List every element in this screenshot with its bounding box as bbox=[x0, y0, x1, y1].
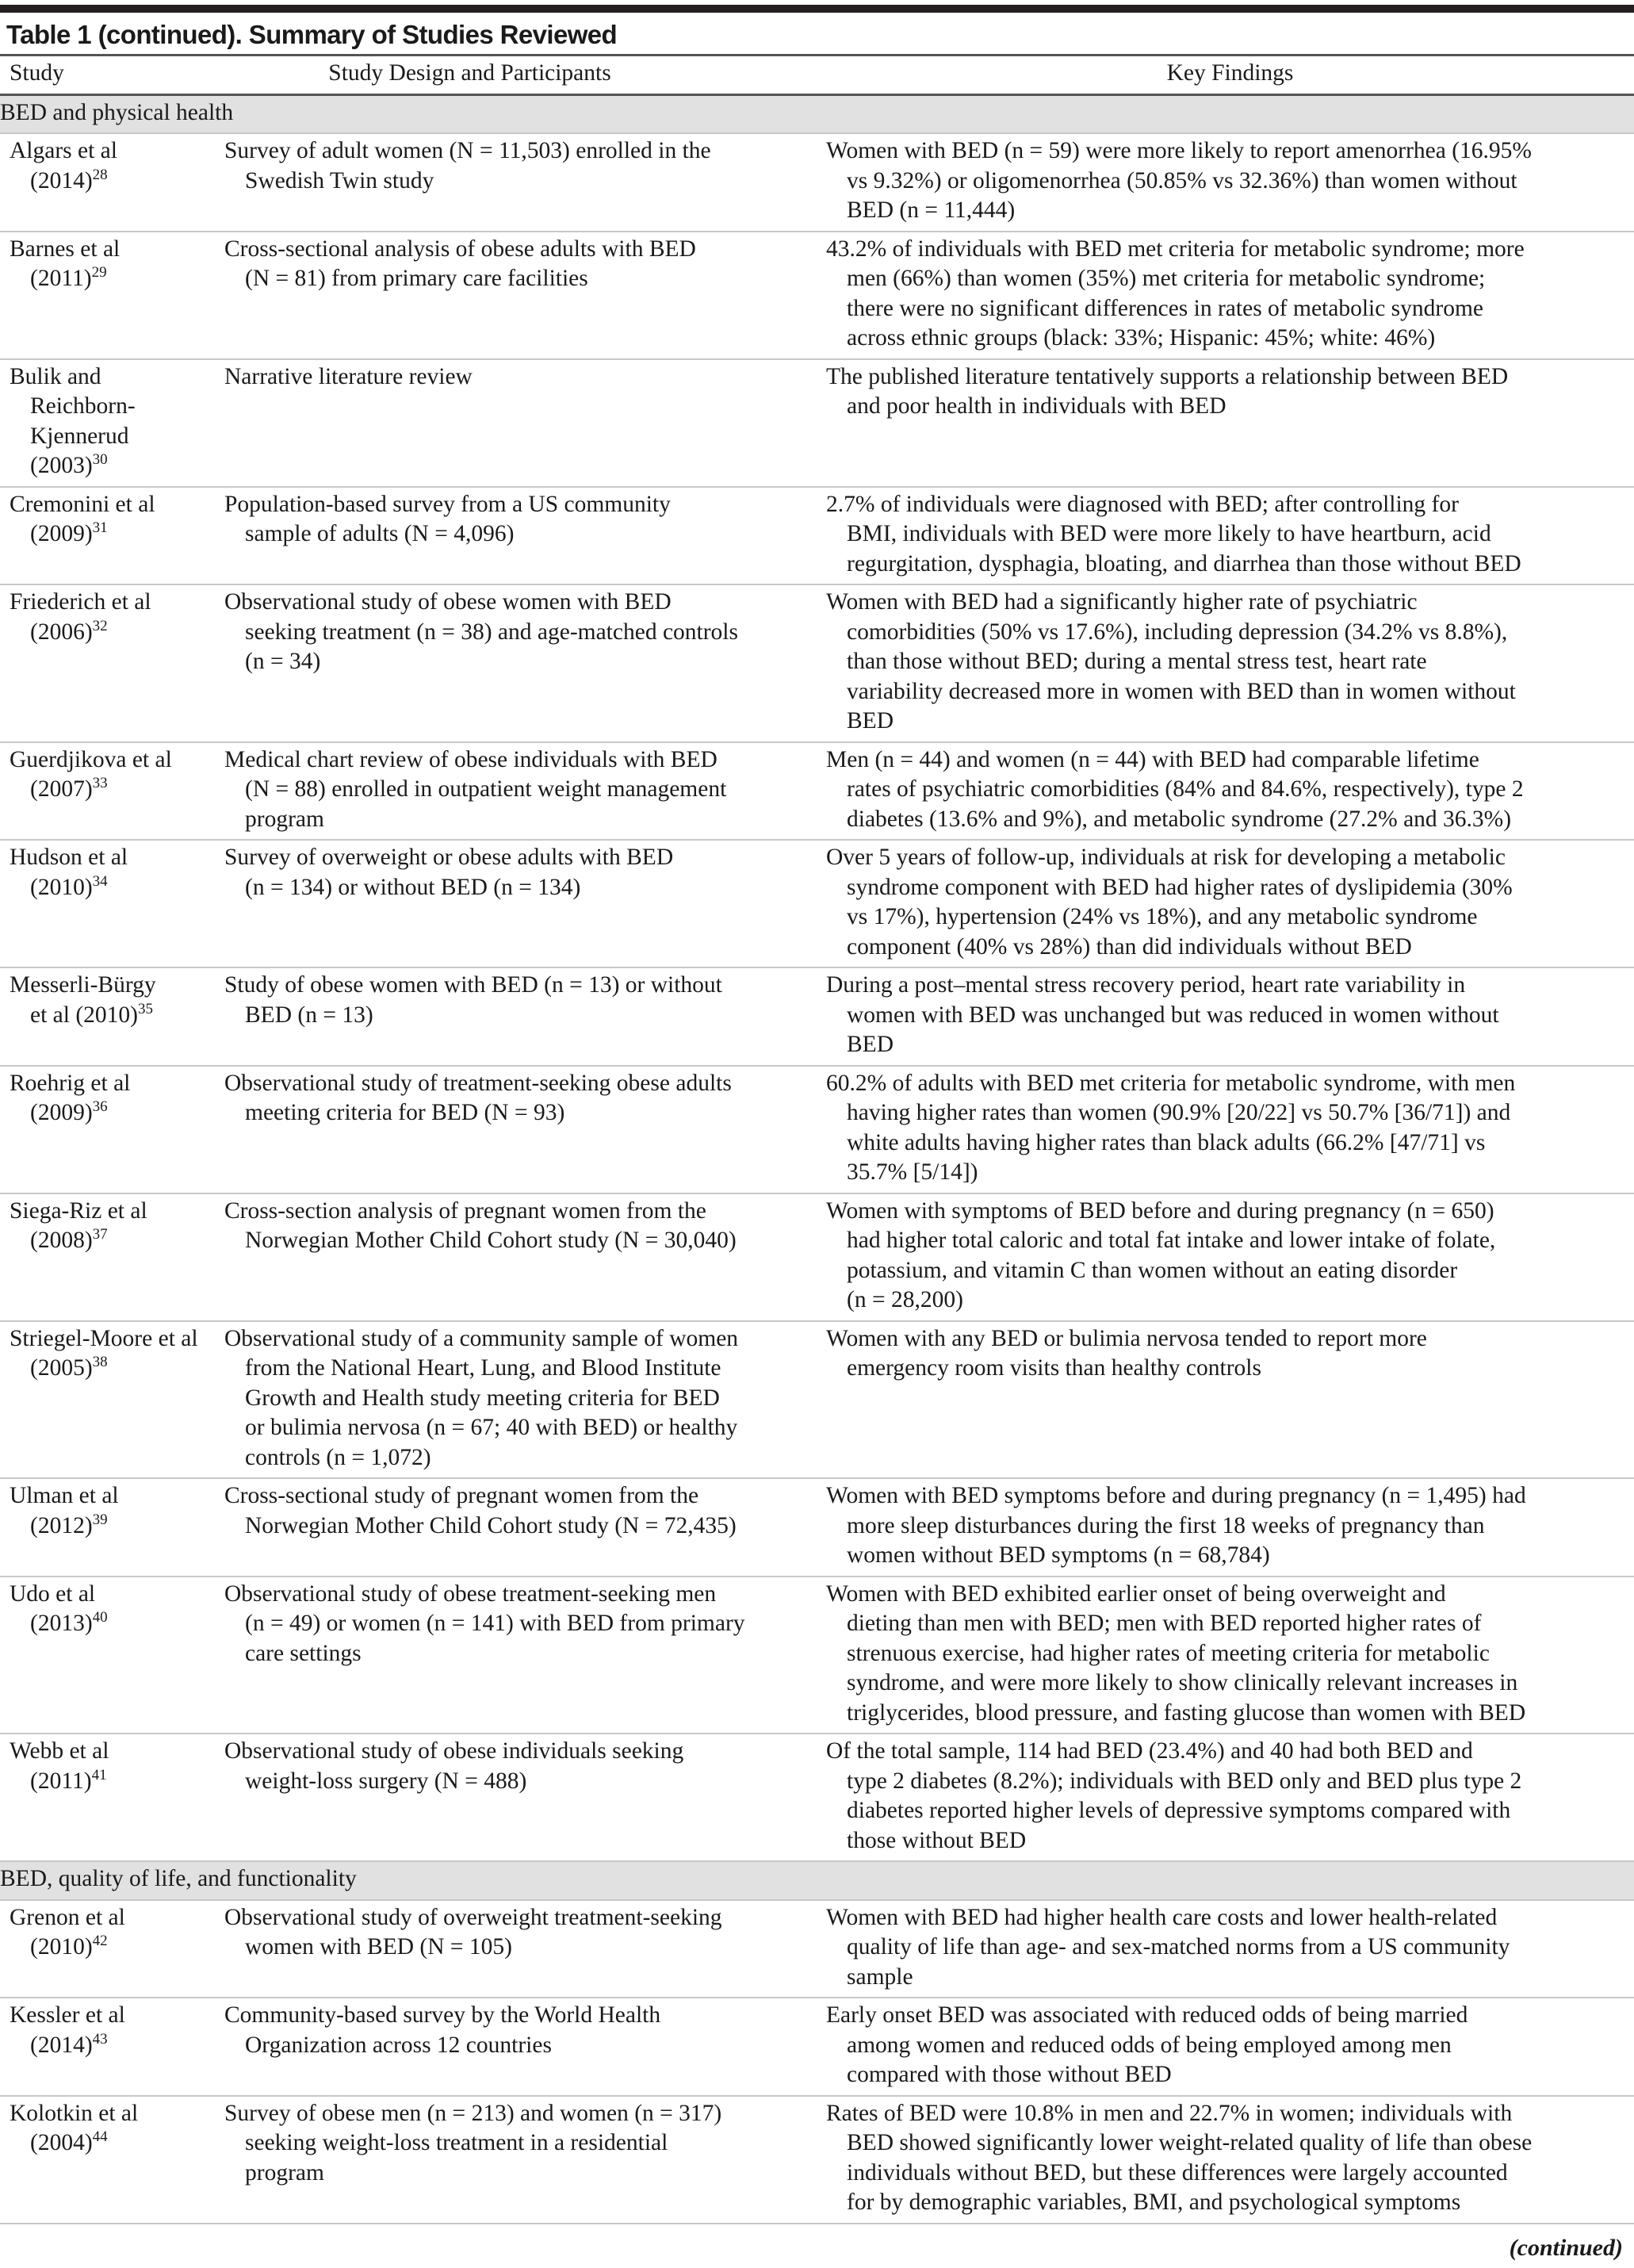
findings-cell bbox=[826, 490, 1634, 580]
study-text: Ulman et al bbox=[10, 1483, 119, 1508]
findings-cell bbox=[826, 745, 1634, 835]
table-row bbox=[0, 1577, 1634, 1735]
table-row bbox=[0, 1067, 1634, 1194]
study-text: Udo et al bbox=[10, 1580, 96, 1607]
design-line: Growth and Health study meeting criteria for BED bbox=[245, 1385, 720, 1411]
design-line: program bbox=[245, 806, 324, 832]
design-line: Observational study of overweight treatment-seeking bbox=[224, 1904, 722, 1930]
study-cell bbox=[0, 745, 224, 835]
findings-line: for by demographic variables, BMI, and psychological symptoms bbox=[847, 2189, 1461, 2215]
design-line: (n = 34) bbox=[245, 649, 321, 674]
study-cell bbox=[0, 2099, 224, 2218]
findings-line: BED bbox=[847, 708, 894, 734]
study-line bbox=[10, 2099, 224, 2129]
study-cell bbox=[0, 971, 224, 1060]
design-line: Norwegian Mother Child Cohort study (N = 72,435) bbox=[245, 1512, 737, 1538]
design-cell bbox=[224, 2099, 826, 2218]
design-line: seeking weight-loss treatment in a residential bbox=[245, 2130, 668, 2155]
findings-line: than those without BED; during a mental stress test, heart rate bbox=[847, 649, 1427, 674]
findings-line: 35.7% [5/14]) bbox=[847, 1159, 978, 1185]
findings-line: Women with symptoms of BED before and during pregnancy (n = 650) bbox=[826, 1197, 1494, 1224]
findings-line: component (40% vs 28%) than did individuals without BED bbox=[847, 933, 1412, 960]
design-line: women with BED (N = 105) bbox=[245, 1934, 513, 1960]
study-text: (2014) bbox=[30, 167, 93, 193]
findings-line: Women with BED had higher health care costs and lower health-related bbox=[826, 1904, 1498, 1930]
study-cell bbox=[0, 1481, 224, 1571]
section-label: BED and physical health bbox=[0, 99, 234, 125]
design-cell bbox=[224, 1903, 826, 1993]
findings-line: women without BED symptoms (n = 68,784) bbox=[847, 1542, 1270, 1568]
study-text: (2011) bbox=[30, 266, 92, 291]
findings-line: The published literature tentatively supports a relationship between BED bbox=[826, 363, 1509, 389]
study-line bbox=[10, 873, 224, 903]
design-line: seeking treatment (n = 38) and age-matched controls bbox=[245, 619, 738, 645]
findings-line: BED (n = 11,444) bbox=[847, 197, 1016, 223]
study-cell bbox=[0, 362, 224, 481]
findings-cell bbox=[826, 588, 1634, 737]
study-line bbox=[10, 588, 224, 618]
table-title: Table 1 (continued). Summary of Studies Reviewed bbox=[6, 20, 618, 49]
table-row bbox=[0, 1734, 1634, 1862]
findings-cell bbox=[826, 1069, 1634, 1188]
findings-line: dieting than men with BED; men with BED reported higher rates of bbox=[847, 1611, 1482, 1636]
study-line bbox=[10, 1001, 224, 1031]
findings-line: women with BED was unchanged but was reduced in women without bbox=[847, 1002, 1499, 1028]
design-line: Cross-sectional analysis of obese adults with BED bbox=[224, 236, 696, 262]
design-line: Community-based survey by the World Health bbox=[224, 2002, 661, 2028]
table-row bbox=[0, 1901, 1634, 1999]
findings-cell bbox=[826, 1481, 1634, 1571]
study-text: Kessler et al bbox=[10, 2002, 125, 2028]
reference-number: 40 bbox=[92, 1609, 108, 1626]
findings-line: men (66%) than women (35%) met criteria for metabolic syndrome; bbox=[847, 266, 1486, 291]
design-cell bbox=[224, 1580, 826, 1729]
findings-line: potassium, and vitamin C than women without an eating disorder bbox=[847, 1257, 1458, 1283]
column-header-findings: Key Findings bbox=[1166, 60, 1294, 86]
column-header-study: Study bbox=[10, 60, 64, 86]
study-text: (2010) bbox=[30, 874, 93, 900]
continued-note: (continued) bbox=[1509, 2235, 1623, 2261]
findings-line: 60.2% of adults with BED met criteria for metabolic syndrome, with men bbox=[826, 1070, 1516, 1096]
reference-number: 39 bbox=[92, 1511, 108, 1528]
study-line bbox=[10, 2128, 224, 2159]
study-text: (2003) bbox=[30, 453, 93, 478]
table-row bbox=[0, 1479, 1634, 1577]
design-cell bbox=[224, 490, 826, 580]
design-line: Observational study of treatment-seeking obese adults bbox=[224, 1070, 732, 1096]
study-line bbox=[10, 1098, 224, 1128]
study-line bbox=[10, 1767, 224, 1797]
study-line bbox=[10, 618, 224, 648]
study-cell bbox=[0, 1324, 224, 1473]
design-cell bbox=[224, 362, 826, 481]
findings-line: (n = 28,200) bbox=[847, 1287, 963, 1312]
study-text: Barnes et al bbox=[10, 236, 121, 262]
findings-line: Rates of BED were 10.8% in men and 22.7% in women; individuals with bbox=[826, 2100, 1513, 2126]
study-line bbox=[10, 2031, 224, 2061]
design-line: (N = 81) from primary care facilities bbox=[245, 266, 588, 291]
findings-line: variability decreased more in women with BED than in women without bbox=[847, 678, 1516, 704]
table-row bbox=[0, 1998, 1634, 2097]
design-line: Swedish Twin study bbox=[245, 167, 434, 193]
design-line: Narrative literature review bbox=[224, 363, 473, 389]
findings-line: Of the total sample, 114 had BED (23.4%) and 40 had both BED and bbox=[826, 1738, 1473, 1764]
design-line: Observational study of a community sample of women bbox=[224, 1325, 739, 1351]
design-line: Cross-section analysis of pregnant women from the bbox=[224, 1197, 706, 1224]
study-line bbox=[10, 1069, 224, 1099]
design-line: care settings bbox=[245, 1640, 362, 1666]
design-line: Observational study of obese individuals seeking bbox=[224, 1738, 684, 1764]
study-line bbox=[10, 422, 224, 452]
design-cell bbox=[224, 1324, 826, 1473]
table-row bbox=[0, 2097, 1634, 2224]
reference-number: 32 bbox=[92, 617, 108, 634]
reference-number: 38 bbox=[92, 1354, 108, 1371]
study-line bbox=[10, 1580, 224, 1610]
study-cell bbox=[0, 1737, 224, 1856]
study-text: (2014) bbox=[30, 2032, 93, 2058]
study-line bbox=[10, 490, 224, 520]
study-text: (2012) bbox=[30, 1512, 93, 1538]
design-line: meeting criteria for BED (N = 93) bbox=[245, 1100, 565, 1125]
study-text: (2008) bbox=[30, 1228, 93, 1253]
reference-number: 29 bbox=[91, 264, 107, 282]
study-line bbox=[10, 1197, 224, 1227]
design-line: BED (n = 13) bbox=[245, 1002, 373, 1028]
findings-line: compared with those without BED bbox=[847, 2062, 1172, 2087]
reference-number: 30 bbox=[92, 451, 108, 469]
study-cell bbox=[0, 1580, 224, 1729]
design-line: Survey of obese men (n = 213) and women (n = 317) bbox=[224, 2100, 722, 2126]
study-line bbox=[10, 136, 224, 167]
design-line: from the National Heart, Lung, and Blood Institute bbox=[245, 1355, 721, 1381]
findings-line: Women with BED had a significantly higher rate of psychiatric bbox=[826, 589, 1418, 615]
study-line bbox=[10, 519, 224, 550]
reference-number: 43 bbox=[92, 2030, 108, 2048]
findings-cell bbox=[826, 362, 1634, 481]
study-text: et al (2010) bbox=[30, 1002, 138, 1028]
study-line bbox=[10, 264, 224, 294]
reference-number: 37 bbox=[92, 1226, 108, 1243]
study-text: (2005) bbox=[30, 1355, 93, 1381]
design-line: sample of adults (N = 4,096) bbox=[245, 521, 515, 546]
column-header-design: Study Design and Participants bbox=[328, 60, 611, 86]
table-row bbox=[0, 841, 1634, 968]
findings-cell bbox=[826, 1737, 1634, 1856]
findings-line: syndrome component with BED had higher rates of dyslipidemia (30% bbox=[847, 874, 1513, 900]
findings-line: and poor health in individuals with BED bbox=[847, 393, 1226, 419]
study-text: Bulik and bbox=[10, 363, 101, 389]
design-line: Study of obese women with BED (n = 13) or without bbox=[224, 972, 722, 998]
design-line: controls (n = 1,072) bbox=[245, 1444, 431, 1470]
findings-line: Over 5 years of follow-up, individuals at risk for developing a metabolic bbox=[826, 845, 1506, 870]
study-line bbox=[10, 1481, 224, 1511]
study-cell bbox=[0, 1197, 224, 1316]
study-cell bbox=[0, 588, 224, 737]
findings-line: vs 9.32%) or oligomenorrhea (50.85% vs 32.36%) than women without bbox=[847, 167, 1517, 193]
study-line bbox=[10, 235, 224, 265]
study-text: Roehrig et al bbox=[10, 1070, 131, 1096]
findings-line: strenuous exercise, had higher rates of meeting criteria for metabolic bbox=[847, 1640, 1490, 1666]
study-text: (2006) bbox=[30, 619, 93, 645]
findings-line: those without BED bbox=[847, 1827, 1027, 1853]
findings-line: Women with BED symptoms before and during pregnancy (n = 1,495) had bbox=[826, 1483, 1526, 1508]
findings-cell bbox=[826, 235, 1634, 354]
study-text: Friederich et al bbox=[10, 589, 151, 615]
reference-number: 28 bbox=[92, 166, 108, 183]
reference-number: 36 bbox=[92, 1098, 108, 1116]
table-row bbox=[0, 134, 1634, 232]
study-line bbox=[10, 1324, 224, 1354]
design-cell bbox=[224, 843, 826, 962]
design-cell bbox=[224, 745, 826, 835]
design-cell bbox=[224, 1481, 826, 1571]
findings-line: diabetes reported higher levels of depressive symptoms compared with bbox=[847, 1798, 1511, 1823]
findings-line: quality of life than age- and sex-matched norms from a US community bbox=[847, 1934, 1510, 1960]
findings-line: 43.2% of individuals with BED met criteria for metabolic syndrome; more bbox=[826, 236, 1525, 262]
design-cell bbox=[224, 1197, 826, 1316]
findings-cell bbox=[826, 843, 1634, 962]
section-header-row bbox=[0, 1862, 1634, 1901]
findings-line: across ethnic groups (black: 33%; Hispanic: 45%; white: 46%) bbox=[847, 325, 1436, 351]
design-cell bbox=[224, 588, 826, 737]
reference-number: 42 bbox=[92, 1933, 108, 1950]
design-line: weight-loss surgery (N = 488) bbox=[245, 1768, 527, 1794]
table-row bbox=[0, 1194, 1634, 1322]
study-line bbox=[10, 167, 224, 197]
findings-line: regurgitation, dysphagia, bloating, and diarrhea than those without BED bbox=[847, 550, 1521, 577]
study-text: Algars et al bbox=[10, 138, 117, 163]
study-cell bbox=[0, 1069, 224, 1188]
findings-line: comorbidities (50% vs 17.6%), including depression (34.2% vs 8.8%), bbox=[847, 619, 1508, 645]
study-text: (2011) bbox=[30, 1768, 92, 1794]
reference-number: 34 bbox=[92, 872, 108, 890]
table-row bbox=[0, 1322, 1634, 1480]
design-line: Cross-sectional study of pregnant women from the bbox=[224, 1483, 699, 1508]
reference-number: 41 bbox=[91, 1766, 107, 1783]
study-line bbox=[10, 1609, 224, 1639]
findings-line: syndrome, and were more likely to show clinically relevant increases in bbox=[847, 1670, 1518, 1695]
study-line bbox=[10, 1933, 224, 1963]
design-line: Observational study of obese women with BED bbox=[224, 589, 672, 615]
study-text: Webb et al bbox=[10, 1738, 109, 1764]
study-text: Siega-Riz et al bbox=[10, 1197, 147, 1224]
design-cell bbox=[224, 2001, 826, 2090]
findings-cell bbox=[826, 2099, 1634, 2218]
design-line: Survey of overweight or obese adults with BED bbox=[224, 845, 674, 870]
study-text: Reichborn- bbox=[30, 393, 136, 419]
findings-line: vs 17%), hypertension (24% vs 18%), and any metabolic syndrome bbox=[847, 904, 1478, 929]
findings-line: there were no significant differences in rates of metabolic syndrome bbox=[847, 295, 1484, 321]
study-line bbox=[10, 971, 224, 1001]
findings-line: having higher rates than women (90.9% [20/22] vs 50.7% [36/71]) and bbox=[847, 1100, 1511, 1125]
study-line bbox=[10, 1354, 224, 1384]
findings-line: Women with any BED or bulimia nervosa tended to report more bbox=[826, 1325, 1427, 1351]
findings-line: BMI, individuals with BED were more likely to have heartburn, acid bbox=[847, 521, 1491, 546]
design-cell bbox=[224, 971, 826, 1060]
design-line: (n = 49) or women (n = 141) with BED from primary bbox=[245, 1611, 745, 1636]
studies-table bbox=[0, 54, 1634, 2224]
table-row bbox=[0, 360, 1634, 488]
design-line: or bulimia nervosa (n = 67; 40 with BED) or healthy bbox=[245, 1415, 738, 1440]
study-line bbox=[10, 1737, 224, 1767]
table-row bbox=[0, 968, 1634, 1067]
study-cell bbox=[0, 235, 224, 354]
study-text: Kolotkin et al bbox=[10, 2100, 139, 2126]
study-cell bbox=[0, 2001, 224, 2090]
study-cell bbox=[0, 490, 224, 580]
study-line bbox=[10, 362, 224, 393]
top-rule bbox=[0, 5, 1634, 13]
study-cell bbox=[0, 136, 224, 226]
design-line: Medical chart review of obese individuals with BED bbox=[224, 746, 718, 772]
design-line: Survey of adult women (N = 11,503) enrolled in the bbox=[224, 138, 711, 163]
findings-line: Women with BED (n = 59) were more likely to report amenorrhea (16.95% bbox=[826, 138, 1532, 163]
findings-cell bbox=[826, 2001, 1634, 2090]
findings-line: diabetes (13.6% and 9%), and metabolic syndrome (27.2% and 36.3%) bbox=[847, 806, 1512, 832]
study-text: Guerdjikova et al bbox=[10, 746, 172, 772]
findings-line: Men (n = 44) and women (n = 44) with BED had comparable lifetime bbox=[826, 746, 1479, 772]
section-header-row bbox=[0, 96, 1634, 135]
findings-line: During a post–mental stress recovery period, heart rate variability in bbox=[826, 972, 1466, 998]
findings-cell bbox=[826, 1580, 1634, 1729]
findings-cell bbox=[826, 971, 1634, 1060]
findings-cell bbox=[826, 1197, 1634, 1316]
table-row bbox=[0, 488, 1634, 586]
findings-line: type 2 diabetes (8.2%); individuals with BED only and BED plus type 2 bbox=[847, 1768, 1522, 1794]
findings-line: triglycerides, blood pressure, and fasting glucose than women with BED bbox=[847, 1699, 1526, 1726]
study-text: Messerli-Bürgy bbox=[10, 972, 156, 998]
design-line: program bbox=[245, 2159, 324, 2186]
design-line: Organization across 12 countries bbox=[245, 2032, 552, 2058]
study-line bbox=[10, 1511, 224, 1542]
study-cell bbox=[0, 1903, 224, 1993]
study-text: (2009) bbox=[30, 1100, 93, 1125]
findings-line: BED showed significantly lower weight-related quality of life than obese bbox=[847, 2130, 1533, 2155]
study-line bbox=[10, 775, 224, 805]
study-line bbox=[10, 745, 224, 776]
study-text: Kjennerud bbox=[30, 423, 129, 449]
study-text: (2007) bbox=[30, 776, 93, 802]
design-cell bbox=[224, 235, 826, 354]
study-line bbox=[10, 2001, 224, 2031]
findings-line: 2.7% of individuals were diagnosed with BED; after controlling for bbox=[826, 491, 1459, 517]
study-line bbox=[10, 1226, 224, 1256]
section-label: BED, quality of life, and functionality bbox=[0, 1866, 357, 1891]
reference-number: 44 bbox=[92, 2128, 108, 2146]
reference-number: 35 bbox=[137, 1000, 153, 1017]
findings-line: had higher total caloric and total fat intake and lower intake of folate, bbox=[847, 1228, 1496, 1253]
table-header-row bbox=[0, 56, 1634, 96]
study-text: Hudson et al bbox=[10, 845, 128, 870]
findings-line: BED bbox=[847, 1032, 894, 1057]
findings-line: sample bbox=[847, 1963, 913, 1990]
study-line bbox=[10, 843, 224, 873]
table-row bbox=[0, 585, 1634, 743]
study-line bbox=[10, 1903, 224, 1933]
findings-line: rates of psychiatric comorbidities (84% and 84.6%, respectively), type 2 bbox=[847, 776, 1524, 802]
design-cell bbox=[224, 1737, 826, 1856]
findings-cell bbox=[826, 136, 1634, 226]
study-text: Cremonini et al bbox=[10, 491, 155, 517]
findings-line: Early onset BED was associated with reduced odds of being married bbox=[826, 2002, 1468, 2028]
study-text: Striegel-Moore et al bbox=[10, 1325, 198, 1351]
design-cell bbox=[224, 136, 826, 226]
design-line: Observational study of obese treatment-seeking men bbox=[224, 1580, 717, 1607]
design-line: Population-based survey from a US community bbox=[224, 491, 671, 517]
study-text: (2009) bbox=[30, 521, 93, 546]
design-line: (N = 88) enrolled in outpatient weight management bbox=[245, 776, 727, 802]
table-row bbox=[0, 232, 1634, 360]
design-cell bbox=[224, 1069, 826, 1188]
findings-cell bbox=[826, 1324, 1634, 1473]
study-text: Grenon et al bbox=[10, 1904, 125, 1930]
study-text: (2013) bbox=[30, 1611, 93, 1636]
design-line: Norwegian Mother Child Cohort study (N = 30,040) bbox=[245, 1228, 737, 1253]
study-line bbox=[10, 451, 224, 481]
study-line bbox=[10, 392, 224, 422]
findings-line: emergency room visits than healthy controls bbox=[847, 1355, 1261, 1381]
table-row bbox=[0, 743, 1634, 841]
findings-line: Women with BED exhibited earlier onset of being overweight and bbox=[826, 1580, 1446, 1607]
findings-line: among women and reduced odds of being employed among men bbox=[847, 2032, 1452, 2058]
design-line: (n = 134) or without BED (n = 134) bbox=[245, 874, 581, 900]
study-text: (2004) bbox=[30, 2130, 93, 2155]
reference-number: 33 bbox=[92, 775, 108, 792]
study-text: (2010) bbox=[30, 1934, 93, 1960]
findings-line: individuals without BED, but these differences were largely accounted bbox=[847, 2159, 1508, 2186]
reference-number: 31 bbox=[92, 519, 108, 537]
findings-cell bbox=[826, 1903, 1634, 1993]
study-cell bbox=[0, 843, 224, 962]
findings-line: white adults having higher rates than black adults (66.2% [47/71] vs bbox=[847, 1129, 1486, 1155]
findings-line: more sleep disturbances during the first 18 weeks of pregnancy than bbox=[847, 1512, 1485, 1538]
